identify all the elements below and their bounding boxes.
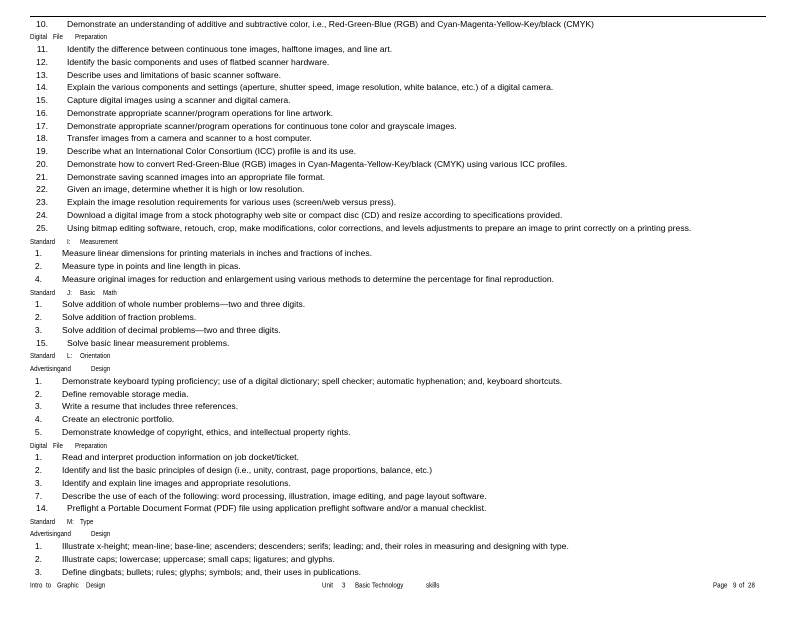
- heading-word: Standard: [30, 238, 56, 247]
- item-number: 2.: [34, 261, 42, 271]
- item-text: Demonstrate keyboard typing proficiency; use of a digital dictionary; spell checker; automatic hyphenation; and, keyboard shortcuts.: [62, 376, 563, 386]
- item-text: Identify and explain line images and appropriate resolutions.: [62, 478, 291, 488]
- heading-word: Measurement: [80, 238, 118, 247]
- item-number: 17.: [36, 121, 48, 131]
- item-text: Describe uses and limitations of basic scanner software.: [67, 70, 281, 80]
- item-text: Solve basic linear measurement problems.: [67, 338, 230, 348]
- item-number: 22.: [36, 184, 48, 194]
- item-number: 15.: [36, 338, 48, 348]
- heading-word: Digital: [30, 442, 48, 451]
- item-text: Demonstrate saving scanned images into an appropriate file format.: [67, 172, 325, 182]
- item-text: Explain the image resolution requirements for various uses (screen/web versus press).: [67, 197, 397, 207]
- heading-word: Math: [103, 289, 117, 298]
- heading-word: File: [53, 442, 63, 451]
- item-number: 19.: [36, 146, 48, 156]
- item-text: Transfer images from a camera and scanner to a host computer.: [67, 133, 312, 143]
- heading-word: Design: [91, 530, 111, 539]
- footer-word: 3: [342, 582, 346, 590]
- item-text: Explain the various components and settings (aperture, shutter speed, image resolution, white balance, etc.) of a digital camera.: [67, 82, 554, 92]
- item-number: 14.: [36, 82, 48, 92]
- item-number: 2.: [34, 312, 42, 322]
- heading-word: Advertisingand: [30, 365, 71, 374]
- item-text: Solve addition of whole number problems—two and three digits.: [62, 299, 306, 309]
- footer-word: Basic: [355, 582, 371, 590]
- item-number: 1.: [34, 452, 42, 462]
- item-text: Demonstrate knowledge of copyright, ethics, and intellectual property rights.: [62, 427, 351, 437]
- item-text: Download a digital image from a stock photography web site or compact disc (CD) and resize according to specifications provided.: [67, 210, 563, 220]
- item-text: Measure original images for reduction and enlargement using various methods to determine the percentage for final reproduction.: [62, 274, 555, 284]
- item-number: 15.: [36, 95, 48, 105]
- item-number: 11.: [36, 44, 48, 54]
- item-number: 24.: [36, 210, 48, 220]
- item-number: 2.: [34, 389, 42, 399]
- heading-word: L:: [67, 352, 73, 361]
- item-text: Measure linear dimensions for printing materials in inches and fractions of inches.: [62, 248, 373, 258]
- item-text: Define dingbats; bullets; rules; glyphs; symbols; and, their uses in publications.: [62, 567, 362, 577]
- heading-word: Basic: [80, 289, 96, 298]
- footer-word: Design: [86, 582, 106, 590]
- footer-word: skills: [426, 582, 440, 590]
- footer-word: Intro: [30, 582, 43, 590]
- item-text: Identify the basic components and uses of flatbed scanner hardware.: [67, 57, 330, 67]
- heading-word: J:: [67, 289, 72, 298]
- item-number: 20.: [36, 159, 48, 169]
- item-number: 13.: [36, 70, 48, 80]
- item-text: Demonstrate appropriate scanner/program operations for continuous tone color and grayscale images.: [67, 121, 457, 131]
- item-text: Measure type in points and line length in picas.: [62, 261, 241, 271]
- footer-word: 28: [748, 582, 755, 590]
- footer-word: 9: [733, 582, 737, 590]
- item-number: 3.: [34, 325, 42, 335]
- item-text: Demonstrate an understanding of additive and subtractive color, i.e., Red-Green-Blue (RGB) and Cyan-Magenta-Yellow-Key/black (CMYK): [67, 19, 595, 29]
- heading-word: Preparation: [75, 33, 107, 42]
- footer-word: Page: [713, 582, 728, 590]
- item-number: 18.: [36, 133, 48, 143]
- item-text: Write a resume that includes three references.: [62, 401, 239, 411]
- heading-word: Orientation: [80, 352, 111, 361]
- heading-word: Digital: [30, 33, 48, 42]
- item-number: 4.: [34, 414, 42, 424]
- heading-word: Type: [80, 518, 94, 527]
- item-number: 4.: [34, 274, 42, 284]
- item-number: 3.: [34, 478, 42, 488]
- item-number: 1.: [34, 299, 42, 309]
- item-number: 2.: [34, 554, 42, 564]
- heading-word: Standard: [30, 352, 56, 361]
- item-number: 23.: [36, 197, 48, 207]
- item-text: Illustrate caps; lowercase; uppercase; small caps; ligatures; and glyphs.: [62, 554, 335, 564]
- item-number: 25.: [36, 223, 48, 233]
- item-text: Given an image, determine whether it is high or low resolution.: [67, 184, 305, 194]
- item-text: Demonstrate how to convert Red-Green-Blue (RGB) images in Cyan-Magenta-Yellow-Key/black (CMYK) using various ICC profiles.: [67, 159, 568, 169]
- item-number: 1.: [34, 248, 42, 258]
- footer-word: Unit: [322, 582, 334, 590]
- item-text: Describe the use of each of the following: word processing, illustration, image editing, and page layout software.: [62, 491, 487, 501]
- heading-word: Standard: [30, 289, 56, 298]
- item-number: 1.: [34, 541, 42, 551]
- item-text: Illustrate x-height; mean-line; base-line; ascenders; descenders; serifs; leading; and, their roles in measuring and designing with type.: [62, 541, 569, 551]
- heading-word: Design: [91, 365, 111, 374]
- item-text: Identify the difference between continuous tone images, halftone images, and line art.: [67, 44, 393, 54]
- item-text: Solve addition of fraction problems.: [62, 312, 197, 322]
- item-number: 5.: [34, 427, 42, 437]
- item-text: Using bitmap editing software, retouch, crop, make modifications, color corrections, and levels adjustments to prepare an image to print correctly on a printing press.: [67, 223, 692, 233]
- footer-word: Technology: [372, 582, 404, 590]
- item-number: 12.: [36, 57, 48, 67]
- item-text: Demonstrate appropriate scanner/program operations for line artwork.: [67, 108, 334, 118]
- heading-word: File: [53, 33, 63, 42]
- heading-word: Preparation: [75, 442, 107, 451]
- item-text: Define removable storage media.: [62, 389, 189, 399]
- heading-word: Standard: [30, 518, 56, 527]
- item-number: 21.: [36, 172, 48, 182]
- footer-word: to: [46, 582, 52, 590]
- item-number: 7.: [34, 491, 42, 501]
- item-text: Create an electronic portfolio.: [62, 414, 175, 424]
- heading-word: Advertisingand: [30, 530, 71, 539]
- item-number: 10.: [36, 19, 48, 29]
- item-number: 3.: [34, 567, 42, 577]
- heading-word: I:: [67, 238, 71, 247]
- item-number: 16.: [36, 108, 48, 118]
- footer-word: of: [739, 582, 745, 590]
- item-text: Preflight a Portable Document Format (PDF) file using application preflight software and/or a manual checklist.: [67, 503, 487, 513]
- item-text: Capture digital images using a scanner and digital camera.: [67, 95, 291, 105]
- item-number: 14.: [36, 503, 48, 513]
- item-text: Read and interpret production information on job docket/ticket.: [62, 452, 299, 462]
- item-text: Solve addition of decimal problems—two and three digits.: [62, 325, 281, 335]
- footer-word: Graphic: [57, 582, 79, 590]
- item-number: 3.: [34, 401, 42, 411]
- item-number: 2.: [34, 465, 42, 475]
- top-rule: [30, 16, 766, 17]
- heading-word: M:: [67, 518, 74, 527]
- item-text: Identify and list the basic principles of design (i.e., unity, contrast, page proportions, balance, etc.): [62, 465, 433, 475]
- item-text: Describe what an International Color Consortium (ICC) profile is and its use.: [67, 146, 356, 156]
- item-number: 1.: [34, 376, 42, 386]
